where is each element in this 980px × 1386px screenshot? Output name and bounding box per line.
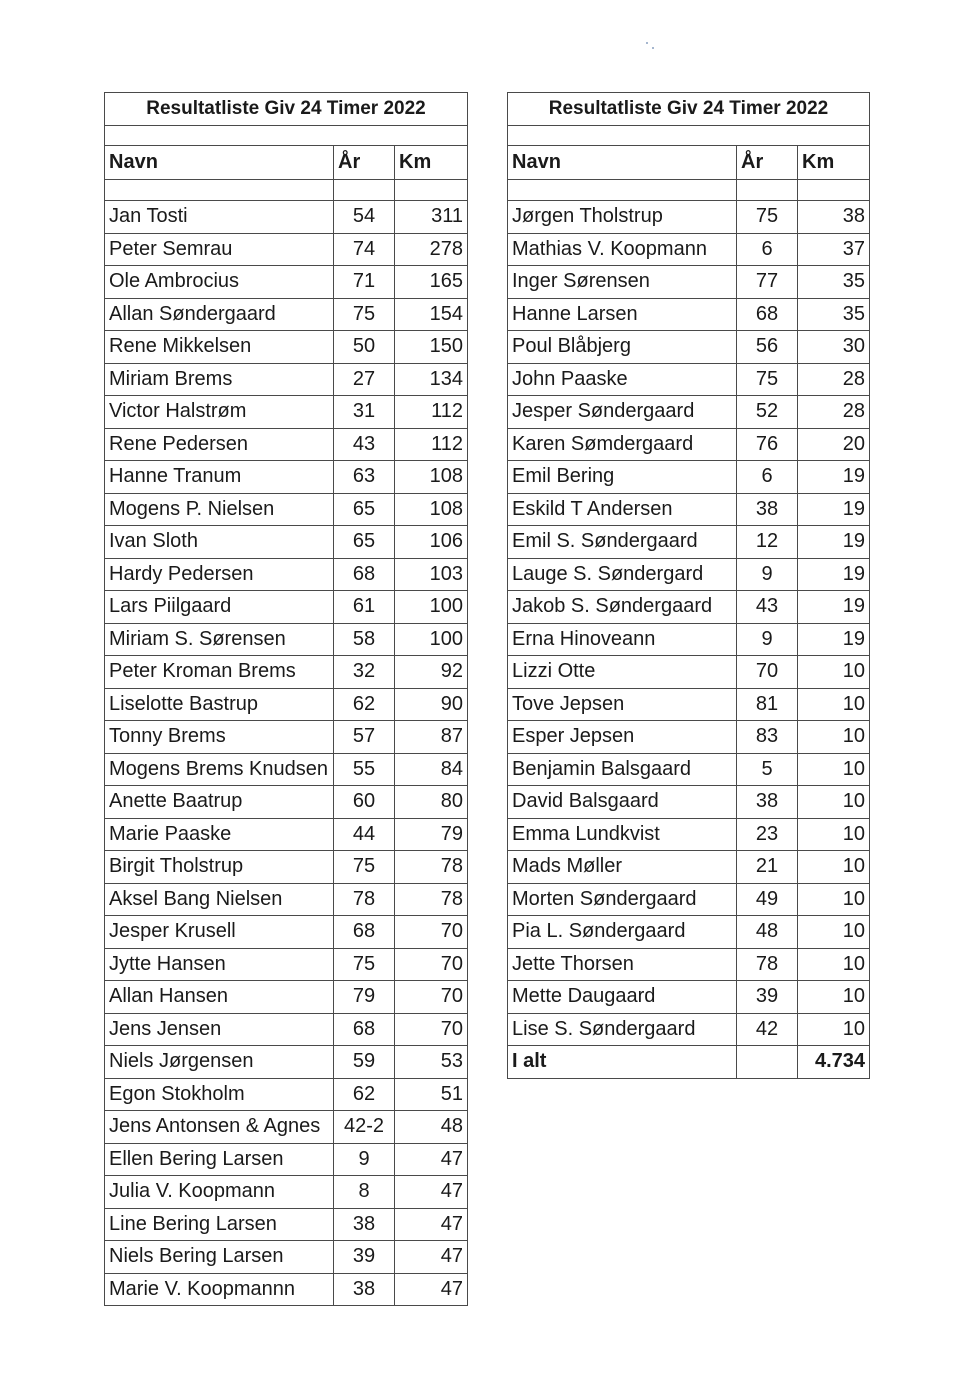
column-header-row bbox=[508, 146, 870, 180]
km-cell: 154 bbox=[395, 298, 468, 331]
table-row bbox=[508, 851, 870, 884]
table-title-row bbox=[105, 93, 468, 126]
column-header-name: Navn bbox=[508, 146, 737, 180]
name-cell: Jens Antonsen & Agnes bbox=[105, 1111, 334, 1144]
name-cell: Victor Halstrøm bbox=[105, 396, 334, 429]
name-cell: Hardy Pedersen bbox=[105, 558, 334, 591]
table-row bbox=[105, 266, 468, 299]
km-cell: 79 bbox=[395, 818, 468, 851]
km-cell: 28 bbox=[798, 396, 870, 429]
name-cell: Jytte Hansen bbox=[105, 948, 334, 981]
age-cell: 63 bbox=[334, 461, 395, 494]
name-cell: Mads Møller bbox=[508, 851, 737, 884]
name-cell: Jens Jensen bbox=[105, 1013, 334, 1046]
name-cell: Anette Baatrup bbox=[105, 786, 334, 819]
age-cell: 38 bbox=[334, 1208, 395, 1241]
table-row bbox=[105, 591, 468, 624]
age-cell: 77 bbox=[737, 266, 798, 299]
name-cell: Mette Daugaard bbox=[508, 981, 737, 1014]
name-cell: Ellen Bering Larsen bbox=[105, 1143, 334, 1176]
age-cell: 78 bbox=[334, 883, 395, 916]
age-cell: 39 bbox=[334, 1241, 395, 1274]
km-cell: 19 bbox=[798, 623, 870, 656]
table-row bbox=[105, 818, 468, 851]
table-row bbox=[105, 623, 468, 656]
km-cell: 70 bbox=[395, 1013, 468, 1046]
table-row bbox=[105, 656, 468, 689]
km-cell: 80 bbox=[395, 786, 468, 819]
km-cell: 20 bbox=[798, 428, 870, 461]
blank-cell bbox=[508, 126, 870, 146]
scan-speck bbox=[652, 47, 654, 49]
table-row bbox=[105, 851, 468, 884]
table-row bbox=[105, 786, 468, 819]
age-cell: 8 bbox=[334, 1176, 395, 1209]
name-cell: Eskild T Andersen bbox=[508, 493, 737, 526]
name-cell: Niels Jørgensen bbox=[105, 1046, 334, 1079]
km-cell: 53 bbox=[395, 1046, 468, 1079]
name-cell: Karen Sømdergaard bbox=[508, 428, 737, 461]
table-row bbox=[105, 493, 468, 526]
age-cell: 60 bbox=[334, 786, 395, 819]
table-row bbox=[105, 1176, 468, 1209]
table-row bbox=[105, 1143, 468, 1176]
spacer-cell bbox=[798, 180, 870, 201]
spacer-row bbox=[105, 180, 468, 201]
name-cell: Emma Lundkvist bbox=[508, 818, 737, 851]
name-cell: Hanne Larsen bbox=[508, 298, 737, 331]
name-cell: Rene Pedersen bbox=[105, 428, 334, 461]
column-header-km: Km bbox=[798, 146, 870, 180]
km-cell: 10 bbox=[798, 1013, 870, 1046]
table-row bbox=[105, 981, 468, 1014]
table-row bbox=[105, 1241, 468, 1274]
age-cell: 78 bbox=[737, 948, 798, 981]
total-age-cell bbox=[737, 1046, 798, 1079]
name-cell: Allan Hansen bbox=[105, 981, 334, 1014]
name-cell: Liselotte Bastrup bbox=[105, 688, 334, 721]
total-km-cell: 4.734 bbox=[798, 1046, 870, 1079]
table-title-row bbox=[508, 93, 870, 126]
table-row bbox=[508, 883, 870, 916]
table-title: Resultatliste Giv 24 Timer 2022 bbox=[508, 93, 870, 126]
name-cell: Pia L. Søndergaard bbox=[508, 916, 737, 949]
age-cell: 39 bbox=[737, 981, 798, 1014]
table-row bbox=[105, 883, 468, 916]
age-cell: 42-2 bbox=[334, 1111, 395, 1144]
spacer-cell bbox=[334, 180, 395, 201]
age-cell: 43 bbox=[334, 428, 395, 461]
scan-speck bbox=[646, 42, 648, 44]
age-cell: 49 bbox=[737, 883, 798, 916]
table-row bbox=[508, 1013, 870, 1046]
age-cell: 75 bbox=[737, 201, 798, 234]
km-cell: 19 bbox=[798, 526, 870, 559]
km-cell: 78 bbox=[395, 883, 468, 916]
name-cell: Lars Piilgaard bbox=[105, 591, 334, 624]
name-cell: Morten Søndergaard bbox=[508, 883, 737, 916]
km-cell: 19 bbox=[798, 461, 870, 494]
table-row bbox=[105, 331, 468, 364]
age-cell: 65 bbox=[334, 526, 395, 559]
km-cell: 19 bbox=[798, 558, 870, 591]
age-cell: 9 bbox=[334, 1143, 395, 1176]
table-row bbox=[508, 266, 870, 299]
table-row bbox=[105, 461, 468, 494]
km-cell: 10 bbox=[798, 753, 870, 786]
km-cell: 106 bbox=[395, 526, 468, 559]
age-cell: 9 bbox=[737, 623, 798, 656]
age-cell: 58 bbox=[334, 623, 395, 656]
table-row bbox=[508, 493, 870, 526]
name-cell: Egon Stokholm bbox=[105, 1078, 334, 1111]
table-row bbox=[508, 786, 870, 819]
column-header-age: År bbox=[334, 146, 395, 180]
km-cell: 108 bbox=[395, 461, 468, 494]
name-cell: Aksel Bang Nielsen bbox=[105, 883, 334, 916]
name-cell: David Balsgaard bbox=[508, 786, 737, 819]
name-cell: Lizzi Otte bbox=[508, 656, 737, 689]
age-cell: 48 bbox=[737, 916, 798, 949]
km-cell: 19 bbox=[798, 493, 870, 526]
table-row bbox=[508, 948, 870, 981]
table-row bbox=[105, 916, 468, 949]
age-cell: 74 bbox=[334, 233, 395, 266]
column-header-row bbox=[105, 146, 468, 180]
table-row bbox=[508, 233, 870, 266]
km-cell: 10 bbox=[798, 948, 870, 981]
column-header-km: Km bbox=[395, 146, 468, 180]
name-cell: Jakob S. Søndergaard bbox=[508, 591, 737, 624]
age-cell: 32 bbox=[334, 656, 395, 689]
blank-row bbox=[508, 126, 870, 146]
age-cell: 38 bbox=[737, 786, 798, 819]
km-cell: 10 bbox=[798, 851, 870, 884]
age-cell: 54 bbox=[334, 201, 395, 234]
table-row bbox=[508, 363, 870, 396]
name-cell: Lauge S. Søndergard bbox=[508, 558, 737, 591]
age-cell: 23 bbox=[737, 818, 798, 851]
km-cell: 10 bbox=[798, 916, 870, 949]
table-row bbox=[105, 1111, 468, 1144]
name-cell: Hanne Tranum bbox=[105, 461, 334, 494]
km-cell: 10 bbox=[798, 786, 870, 819]
age-cell: 12 bbox=[737, 526, 798, 559]
table-row bbox=[508, 461, 870, 494]
km-cell: 87 bbox=[395, 721, 468, 754]
age-cell: 42 bbox=[737, 1013, 798, 1046]
age-cell: 44 bbox=[334, 818, 395, 851]
table-row bbox=[508, 558, 870, 591]
name-cell: Peter Semrau bbox=[105, 233, 334, 266]
name-cell: Miriam S. Sørensen bbox=[105, 623, 334, 656]
km-cell: 103 bbox=[395, 558, 468, 591]
table-row bbox=[508, 818, 870, 851]
name-cell: Mogens Brems Knudsen bbox=[105, 753, 334, 786]
age-cell: 38 bbox=[737, 493, 798, 526]
km-cell: 70 bbox=[395, 981, 468, 1014]
name-cell: Peter Kroman Brems bbox=[105, 656, 334, 689]
age-cell: 52 bbox=[737, 396, 798, 429]
table-row bbox=[105, 1273, 468, 1306]
km-cell: 311 bbox=[395, 201, 468, 234]
age-cell: 79 bbox=[334, 981, 395, 1014]
km-cell: 112 bbox=[395, 428, 468, 461]
age-cell: 68 bbox=[737, 298, 798, 331]
name-cell: Emil S. Søndergaard bbox=[508, 526, 737, 559]
age-cell: 57 bbox=[334, 721, 395, 754]
age-cell: 83 bbox=[737, 721, 798, 754]
age-cell: 56 bbox=[737, 331, 798, 364]
age-cell: 62 bbox=[334, 1078, 395, 1111]
blank-row bbox=[105, 126, 468, 146]
name-cell: Inger Sørensen bbox=[508, 266, 737, 299]
total-label-cell: I alt bbox=[508, 1046, 737, 1079]
age-cell: 62 bbox=[334, 688, 395, 721]
age-cell: 61 bbox=[334, 591, 395, 624]
km-cell: 70 bbox=[395, 948, 468, 981]
table-row bbox=[508, 201, 870, 234]
km-cell: 30 bbox=[798, 331, 870, 364]
table-row bbox=[508, 396, 870, 429]
name-cell: Ivan Sloth bbox=[105, 526, 334, 559]
km-cell: 92 bbox=[395, 656, 468, 689]
name-cell: Lise S. Søndergaard bbox=[508, 1013, 737, 1046]
name-cell: Line Bering Larsen bbox=[105, 1208, 334, 1241]
km-cell: 108 bbox=[395, 493, 468, 526]
age-cell: 75 bbox=[334, 851, 395, 884]
spacer-cell bbox=[737, 180, 798, 201]
age-cell: 75 bbox=[334, 298, 395, 331]
age-cell: 9 bbox=[737, 558, 798, 591]
km-cell: 10 bbox=[798, 688, 870, 721]
km-cell: 78 bbox=[395, 851, 468, 884]
spacer-cell bbox=[508, 180, 737, 201]
spacer-row bbox=[508, 180, 870, 201]
total-row bbox=[508, 1046, 870, 1079]
age-cell: 76 bbox=[737, 428, 798, 461]
age-cell: 43 bbox=[737, 591, 798, 624]
table-row bbox=[105, 558, 468, 591]
age-cell: 70 bbox=[737, 656, 798, 689]
name-cell: Allan Søndergaard bbox=[105, 298, 334, 331]
name-cell: Mathias V. Koopmann bbox=[508, 233, 737, 266]
name-cell: Birgit Tholstrup bbox=[105, 851, 334, 884]
table-row bbox=[105, 201, 468, 234]
table-row bbox=[105, 721, 468, 754]
table-row bbox=[105, 1013, 468, 1046]
table-row bbox=[105, 753, 468, 786]
km-cell: 47 bbox=[395, 1241, 468, 1274]
age-cell: 31 bbox=[334, 396, 395, 429]
km-cell: 150 bbox=[395, 331, 468, 364]
table-row bbox=[508, 981, 870, 1014]
age-cell: 65 bbox=[334, 493, 395, 526]
age-cell: 38 bbox=[334, 1273, 395, 1306]
name-cell: Jan Tosti bbox=[105, 201, 334, 234]
column-header-age: År bbox=[737, 146, 798, 180]
km-cell: 38 bbox=[798, 201, 870, 234]
km-cell: 10 bbox=[798, 721, 870, 754]
km-cell: 90 bbox=[395, 688, 468, 721]
km-cell: 165 bbox=[395, 266, 468, 299]
name-cell: Julia V. Koopmann bbox=[105, 1176, 334, 1209]
name-cell: Marie V. Koopmannn bbox=[105, 1273, 334, 1306]
age-cell: 68 bbox=[334, 1013, 395, 1046]
name-cell: Benjamin Balsgaard bbox=[508, 753, 737, 786]
results-table-right-body bbox=[508, 93, 870, 1079]
age-cell: 59 bbox=[334, 1046, 395, 1079]
km-cell: 28 bbox=[798, 363, 870, 396]
results-table-left-body bbox=[105, 93, 468, 1306]
table-row bbox=[105, 1046, 468, 1079]
name-cell: Jette Thorsen bbox=[508, 948, 737, 981]
table-row bbox=[508, 331, 870, 364]
name-cell: Jesper Krusell bbox=[105, 916, 334, 949]
km-cell: 278 bbox=[395, 233, 468, 266]
age-cell: 81 bbox=[737, 688, 798, 721]
table-row bbox=[508, 688, 870, 721]
km-cell: 47 bbox=[395, 1208, 468, 1241]
name-cell: Esper Jepsen bbox=[508, 721, 737, 754]
name-cell: Erna Hinoveann bbox=[508, 623, 737, 656]
name-cell: John Paaske bbox=[508, 363, 737, 396]
blank-cell bbox=[105, 126, 468, 146]
table-row bbox=[105, 233, 468, 266]
km-cell: 112 bbox=[395, 396, 468, 429]
age-cell: 68 bbox=[334, 916, 395, 949]
name-cell: Tonny Brems bbox=[105, 721, 334, 754]
age-cell: 75 bbox=[737, 363, 798, 396]
km-cell: 100 bbox=[395, 591, 468, 624]
table-row bbox=[508, 916, 870, 949]
km-cell: 100 bbox=[395, 623, 468, 656]
table-row bbox=[508, 656, 870, 689]
table-row bbox=[508, 428, 870, 461]
table-row bbox=[105, 526, 468, 559]
name-cell: Emil Bering bbox=[508, 461, 737, 494]
name-cell: Poul Blåbjerg bbox=[508, 331, 737, 364]
age-cell: 68 bbox=[334, 558, 395, 591]
name-cell: Mogens P. Nielsen bbox=[105, 493, 334, 526]
km-cell: 35 bbox=[798, 266, 870, 299]
name-cell: Marie Paaske bbox=[105, 818, 334, 851]
table-row bbox=[105, 396, 468, 429]
km-cell: 37 bbox=[798, 233, 870, 266]
km-cell: 47 bbox=[395, 1143, 468, 1176]
km-cell: 51 bbox=[395, 1078, 468, 1111]
age-cell: 6 bbox=[737, 233, 798, 266]
km-cell: 10 bbox=[798, 981, 870, 1014]
km-cell: 19 bbox=[798, 591, 870, 624]
km-cell: 70 bbox=[395, 916, 468, 949]
age-cell: 55 bbox=[334, 753, 395, 786]
table-row bbox=[105, 688, 468, 721]
table-row bbox=[508, 298, 870, 331]
table-row bbox=[508, 623, 870, 656]
age-cell: 6 bbox=[737, 461, 798, 494]
km-cell: 10 bbox=[798, 818, 870, 851]
table-row bbox=[508, 591, 870, 624]
spacer-cell bbox=[105, 180, 334, 201]
age-cell: 50 bbox=[334, 331, 395, 364]
age-cell: 5 bbox=[737, 753, 798, 786]
table-row bbox=[105, 1078, 468, 1111]
name-cell: Rene Mikkelsen bbox=[105, 331, 334, 364]
spacer-cell bbox=[395, 180, 468, 201]
km-cell: 48 bbox=[395, 1111, 468, 1144]
age-cell: 21 bbox=[737, 851, 798, 884]
km-cell: 47 bbox=[395, 1176, 468, 1209]
km-cell: 47 bbox=[395, 1273, 468, 1306]
km-cell: 134 bbox=[395, 363, 468, 396]
results-table-left bbox=[104, 92, 468, 1306]
table-row bbox=[105, 428, 468, 461]
age-cell: 75 bbox=[334, 948, 395, 981]
km-cell: 35 bbox=[798, 298, 870, 331]
results-table-right bbox=[507, 92, 870, 1079]
km-cell: 10 bbox=[798, 656, 870, 689]
table-row bbox=[105, 948, 468, 981]
km-cell: 84 bbox=[395, 753, 468, 786]
table-row bbox=[508, 526, 870, 559]
name-cell: Miriam Brems bbox=[105, 363, 334, 396]
name-cell: Jesper Søndergaard bbox=[508, 396, 737, 429]
table-row bbox=[508, 721, 870, 754]
table-row bbox=[105, 363, 468, 396]
km-cell: 10 bbox=[798, 883, 870, 916]
age-cell: 27 bbox=[334, 363, 395, 396]
table-title: Resultatliste Giv 24 Timer 2022 bbox=[105, 93, 468, 126]
table-row bbox=[105, 1208, 468, 1241]
name-cell: Tove Jepsen bbox=[508, 688, 737, 721]
column-header-name: Navn bbox=[105, 146, 334, 180]
name-cell: Ole Ambrocius bbox=[105, 266, 334, 299]
age-cell: 71 bbox=[334, 266, 395, 299]
name-cell: Niels Bering Larsen bbox=[105, 1241, 334, 1274]
table-row bbox=[105, 298, 468, 331]
name-cell: Jørgen Tholstrup bbox=[508, 201, 737, 234]
table-row bbox=[508, 753, 870, 786]
